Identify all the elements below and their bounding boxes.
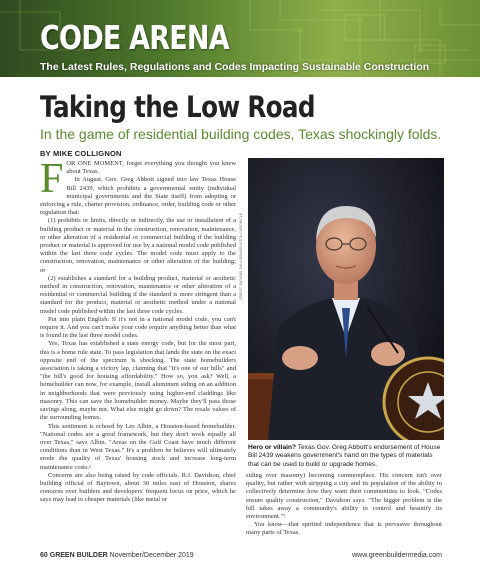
- caption-lead: Hero or villain?: [248, 444, 296, 451]
- paragraph: siding over masonry) becoming commonplace. His concern isn't over quality, but rather with stripping a city and its population of the ability to collectively determine how they want their communities to look. "Codes ensure quality construction," Davidson says. "The bigger problem is the bill takes away a community's ability to control and beautify its environment."¹: [246, 472, 442, 521]
- paragraph: FOR ONE MOMENT, forget everything you thought you knew about Texas.: [40, 156, 236, 202]
- paragraph: You know—that spirited independence that is pervasive throughout many parts of Texas.: [246, 521, 442, 537]
- section-title: CODE ARENA: [40, 18, 229, 57]
- section-subtitle: The Latest Rules, Regulations and Codes Impacting Sustainable Construction: [40, 61, 430, 73]
- paragraph: (2) establishes a standard for a building product, material or aesthetic method in construction, renovation, maintenance or other alteration of a residential or commercial building if the standard is more stringent than a standard for the product, material or aesthetic method under a national model code published within the last three code cycles.: [40, 274, 236, 315]
- paragraph: Yes, Texas has established a state energy code, but for the most part, this is a home rule state. To pass legislation that lands the state on the exact opposite end of the spectrum is shocking. The state homebuilders association is taking a victory lap, claiming that "it's one of our bills" and "the bill's good for housing affordability." How so, you ask? Well, a homebuilder can now, for example, install aluminum siding on an addition in neighborhoods that were previously using higher-end claddings like masonry. This can save the homebuilder money. Maybe they'll pass those savings along, maybe not. What else might go down? The resale values of the surrounding homes.: [40, 340, 236, 422]
- caption-text: Texas Gov. Greg Abbott's endorsement of House Bill 2439 weakens government's hand on the types of materials that can be used to build or upgrade homes.: [248, 444, 441, 468]
- article-column-1: [40, 156, 236, 505]
- photo-credit: CREDIT: MICHAEL PAULSEN/HOUSTON CHRONICLE: [239, 212, 243, 300]
- paragraph: This sentiment is echoed by Les Albin, a Houston-based homebuilder. "National codes are a good framework, but they don't work equally all over Texas," says Albin. "Areas on the Gulf Coast have much different conditions than in West Texas." It's a problem he believes will ultimately erode the quality of Texas' housing stock and increase long-term maintenance costs.¹: [40, 422, 236, 471]
- article-headline: Taking the Low Road: [40, 90, 315, 124]
- website-link[interactable]: www.greenbuildermedia.com: [352, 552, 442, 559]
- article-byline: BY MIKE COLLIGNON: [40, 149, 122, 158]
- photo-caption: [248, 444, 444, 469]
- page-number: 60: [40, 552, 48, 559]
- paragraph: (1) prohibits or limits, directly or indirectly, the use or installation of a building product or material in the construction, renovation, maintenance, or other alteration of a residential or commercial building if the building product or material is approved for use by a national model code published within the last three code cycles. The model code must apply to the construction, renovation, maintenance or other alteration of the building; or: [40, 217, 236, 274]
- section-banner: [0, 0, 480, 77]
- article-photo: [248, 158, 444, 440]
- issue-date: November/December 2019: [109, 552, 194, 559]
- page-footer: [40, 552, 442, 562]
- magazine-name: GREEN BUILDER: [49, 552, 108, 559]
- drop-cap: F: [40, 156, 64, 202]
- article-dek: In the game of residential building codes, Texas shockingly folds.: [40, 126, 442, 142]
- article-column-2: [246, 472, 442, 538]
- footer-folio: [40, 552, 194, 559]
- paragraph: Put into plain English: If it's not in a national model code, you can't require it. And you can't make your code require anything better than what is found in the last three model codes.: [40, 315, 236, 340]
- paragraph: In August, Gov. Greg Abbott signed into law Texas House Bill 2439, which prohibits a governmental entity (individual municipal governments and the State itself) from adopting or enforcing a rule, charter provision, ordinance, order, building code or other regulation that:: [40, 176, 236, 217]
- paragraph: Concerns are also being raised by code officials. R.J. Davidson, chief building official of Baytown, about 30 miles east of Houston, shares concerns over builders and developers' frequent focus on price, which he says may lead to cheaper materials (like metal or: [40, 471, 236, 504]
- governor-photo-illustration: [248, 158, 444, 440]
